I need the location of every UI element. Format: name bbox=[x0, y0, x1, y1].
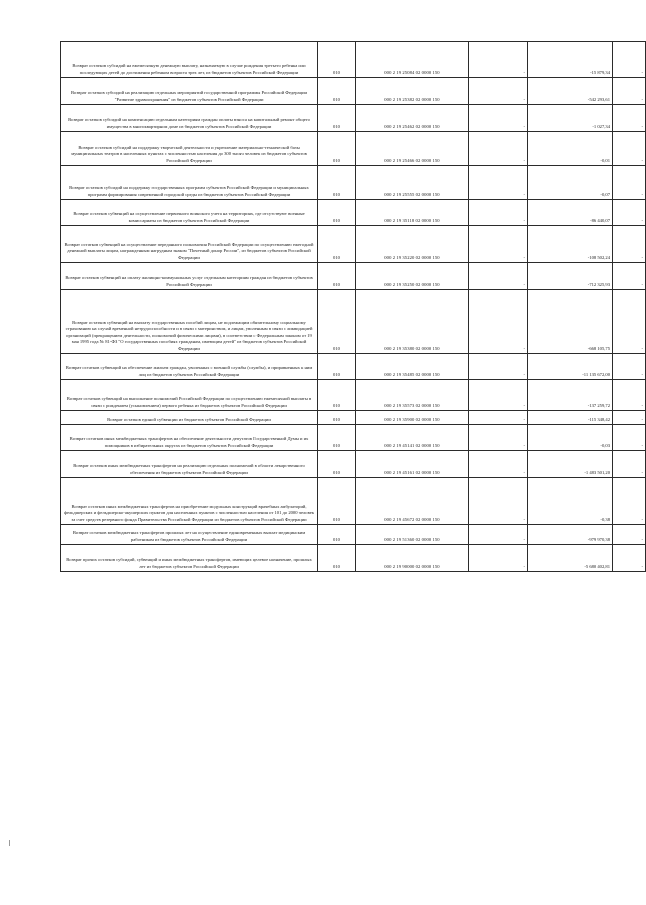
line-code: 010 bbox=[318, 78, 356, 105]
unexecuted-value: - bbox=[613, 525, 646, 545]
line-code: 010 bbox=[318, 200, 356, 226]
unexecuted-value: - bbox=[613, 425, 646, 451]
row-description: Возврат остатков субсидий на поддержку государственных программ субъектов Российской Федерации и муниципальных программ формирования современной городской среды из бюджетов субъектов Российской Федерации bbox=[61, 166, 318, 200]
unexecuted-value: - bbox=[613, 105, 646, 132]
executed-value: -712 325,93 bbox=[528, 263, 613, 290]
unexecuted-value: - bbox=[613, 411, 646, 425]
planned-value: - bbox=[469, 380, 528, 411]
executed-value: -0,38 bbox=[528, 478, 613, 525]
row-description: Возврат остатков субвенций на выплату государственных пособий лицам, не подлежащим обязательному социальному страхованию на случай временной нетрудоспособности и в связи с материнством, и лицам, уволенным в связи с ликвидацией организаций (прекращением деятельности, полномочий физическими лицами), в соответствии с Федеральным законом от 19 мая 1995 года № 81-ФЗ "О государственных пособиях гражданам, имеющим детей" из бюджетов субъектов Российской Федерации bbox=[61, 290, 318, 354]
row-description: Возврат остатков субвенций на осуществление первичного воинского учета на территориях, где отсутствуют военные комиссариаты из бюджетов субъектов Российской Федерации bbox=[61, 200, 318, 226]
row-description: Возврат остатков субвенций на осуществление переданного полномочия Российской Федерации по осуществлению ежегодной денежной выплаты лицам, награжденным нагрудным знаком "Почетный донор России", из бюджетов субъектов Российской Федерации bbox=[61, 226, 318, 263]
budget-classification-code: 000 2 19 45141 02 0000 150 bbox=[356, 425, 469, 451]
table-row bbox=[61, 263, 646, 290]
planned-value: - bbox=[469, 132, 528, 166]
table-row bbox=[61, 451, 646, 478]
row-description: Возврат прочих остатков субсидий, субвенций и иных межбюджетных трансфертов, имеющих целевое назначение, прошлых лет из бюджетов субъектов Российской Федерации bbox=[61, 545, 318, 572]
budget-classification-code: 000 2 19 35380 02 0000 150 bbox=[356, 290, 469, 354]
executed-value: -1 483 501,20 bbox=[528, 451, 613, 478]
planned-value: - bbox=[469, 290, 528, 354]
executed-value: -0,03 bbox=[528, 425, 613, 451]
budget-classification-code: 000 2 19 45672 02 0000 150 bbox=[356, 478, 469, 525]
budget-classification-code: 000 2 19 35118 02 0000 150 bbox=[356, 200, 469, 226]
planned-value: - bbox=[469, 166, 528, 200]
budget-classification-code: 000 2 19 35485 02 0000 150 bbox=[356, 354, 469, 380]
unexecuted-value: - bbox=[613, 132, 646, 166]
unexecuted-value: - bbox=[613, 545, 646, 572]
line-code: 010 bbox=[318, 380, 356, 411]
executed-value: -542 293,61 bbox=[528, 78, 613, 105]
line-code: 010 bbox=[318, 411, 356, 425]
line-code: 010 bbox=[318, 105, 356, 132]
row-description: Возврат остатков иных межбюджетных трансфертов на приобретение модульных конструкций врачебных амбулаторий, фельдшерских и фельдшерско-акушерских пунктов для населенных пунктов с численностью населения от 101 до 2000 человек за счет средств резервного фонда Правительства Российской Федерации из бюджетов субъектов Российской Федерации bbox=[61, 478, 318, 525]
row-description: Возврат остатков субвенций на обеспечение жильем граждан, уволенных с военной службы (службы), и приравненных к ним лиц из бюджетов субъектов Российской Федерации bbox=[61, 354, 318, 380]
table-row bbox=[61, 354, 646, 380]
executed-value: -15 879,34 bbox=[528, 42, 613, 78]
planned-value: - bbox=[469, 451, 528, 478]
unexecuted-value: - bbox=[613, 226, 646, 263]
unexecuted-value: - bbox=[613, 166, 646, 200]
planned-value: - bbox=[469, 263, 528, 290]
row-description: Возврат остатков иных межбюджетных трансфертов на реализацию отдельных полномочий в области лекарственного обеспечения из бюджетов субъектов Российской Федерации bbox=[61, 451, 318, 478]
row-description: Возврат остатков субсидий на ежемесячную денежную выплату, назначаемую в случае рождения третьего ребенка или последующих детей до достижения ребенком возраста трех лет, из бюджетов субъектов Российской Федерации bbox=[61, 42, 318, 78]
planned-value: - bbox=[469, 200, 528, 226]
line-code: 010 bbox=[318, 451, 356, 478]
budget-classification-code: 000 2 19 35573 02 0000 150 bbox=[356, 380, 469, 411]
row-description: Возврат остатков межбюджетных трансфертов прошлых лет на осуществление единовременных выплат медицинским работникам из бюджетов субъектов Российской Федерации bbox=[61, 525, 318, 545]
line-code: 010 bbox=[318, 290, 356, 354]
executed-value: -86 440,07 bbox=[528, 200, 613, 226]
line-code: 010 bbox=[318, 425, 356, 451]
executed-value: -5 680 402,81 bbox=[528, 545, 613, 572]
line-code: 010 bbox=[318, 42, 356, 78]
planned-value: - bbox=[469, 478, 528, 525]
budget-classification-code: 000 2 19 25466 02 0000 150 bbox=[356, 132, 469, 166]
table-row bbox=[61, 166, 646, 200]
executed-value: -979 970,38 bbox=[528, 525, 613, 545]
line-code: 010 bbox=[318, 525, 356, 545]
row-description: Возврат остатков субвенций на оплату жилищно-коммунальных услуг отдельным категориям граждан из бюджетов субъектов Российской Федерации bbox=[61, 263, 318, 290]
unexecuted-value: - bbox=[613, 263, 646, 290]
planned-value: - bbox=[469, 545, 528, 572]
budget-classification-code: 000 2 19 35220 02 0000 150 bbox=[356, 226, 469, 263]
planned-value: - bbox=[469, 42, 528, 78]
budget-classification-code: 000 2 19 25084 02 0000 150 bbox=[356, 42, 469, 78]
line-code: 010 bbox=[318, 545, 356, 572]
table-row bbox=[61, 290, 646, 354]
table-row bbox=[61, 425, 646, 451]
line-code: 010 bbox=[318, 263, 356, 290]
budget-returns-table bbox=[60, 41, 646, 572]
table-row bbox=[61, 226, 646, 263]
executed-value: -0,01 bbox=[528, 132, 613, 166]
line-code: 010 bbox=[318, 478, 356, 525]
row-description: Возврат остатков субсидий на компенсацию отдельным категориям граждан оплаты взноса на капитальный ремонт общего имущества в многоквартирном доме из бюджетов субъектов Российской Федерации bbox=[61, 105, 318, 132]
row-description: Возврат остатков субсидий на реализацию отдельных мероприятий государственной программы Российской Федерации "Развитие здравоохранения" из бюджетов субъектов Российской Федерации bbox=[61, 78, 318, 105]
executed-value: -11 135 672,00 bbox=[528, 354, 613, 380]
budget-classification-code: 000 2 19 25555 02 0000 150 bbox=[356, 166, 469, 200]
budget-classification-code: 000 2 19 51360 02 0000 150 bbox=[356, 525, 469, 545]
scan-mark bbox=[9, 840, 10, 846]
unexecuted-value: - bbox=[613, 478, 646, 525]
planned-value: - bbox=[469, 411, 528, 425]
planned-value: - bbox=[469, 525, 528, 545]
line-code: 010 bbox=[318, 226, 356, 263]
unexecuted-value: - bbox=[613, 451, 646, 478]
executed-value: -108 502,24 bbox=[528, 226, 613, 263]
line-code: 010 bbox=[318, 166, 356, 200]
row-description: Возврат остатков субвенций на выполнение полномочий Российской Федерации по осуществлению ежемесячной выплаты в связи с рождением (усыновлением) первого ребенка из бюджетов субъектов Российской Федерации bbox=[61, 380, 318, 411]
planned-value: - bbox=[469, 226, 528, 263]
unexecuted-value: - bbox=[613, 200, 646, 226]
executed-value: -0,07 bbox=[528, 166, 613, 200]
row-description: Возврат остатков иных межбюджетных трансфертов на обеспечение деятельности депутатов Государственной Думы и их помощников в избирательных округах из бюджетов субъектов Российской Федерации bbox=[61, 425, 318, 451]
unexecuted-value: - bbox=[613, 42, 646, 78]
table-row bbox=[61, 132, 646, 166]
unexecuted-value: - bbox=[613, 354, 646, 380]
table-row bbox=[61, 380, 646, 411]
planned-value: - bbox=[469, 354, 528, 380]
planned-value: - bbox=[469, 105, 528, 132]
row-description: Возврат остатков единой субвенции из бюджетов субъектов Российской Федерации bbox=[61, 411, 318, 425]
planned-value: - bbox=[469, 78, 528, 105]
executed-value: -137 259,72 bbox=[528, 380, 613, 411]
budget-report-page bbox=[60, 41, 643, 572]
budget-classification-code: 000 2 19 35250 02 0000 150 bbox=[356, 263, 469, 290]
executed-value: -115 348,42 bbox=[528, 411, 613, 425]
table-row bbox=[61, 545, 646, 572]
unexecuted-value: - bbox=[613, 78, 646, 105]
budget-classification-code: 000 2 19 45161 02 0000 150 bbox=[356, 451, 469, 478]
row-description: Возврат остатков субсидий на поддержку творческой деятельности и укрепление материально-технической базы муниципальных театров в населенных пунктах с численностью населения до 300 тысяч человек из бюджетов субъектов Российской Федерации bbox=[61, 132, 318, 166]
table-row bbox=[61, 411, 646, 425]
line-code: 010 bbox=[318, 132, 356, 166]
budget-classification-code: 000 2 19 35900 02 0000 150 bbox=[356, 411, 469, 425]
planned-value: - bbox=[469, 425, 528, 451]
table-row bbox=[61, 78, 646, 105]
executed-value: -1 027,34 bbox=[528, 105, 613, 132]
budget-classification-code: 000 2 19 25382 02 0000 150 bbox=[356, 78, 469, 105]
unexecuted-value: - bbox=[613, 380, 646, 411]
unexecuted-value: - bbox=[613, 290, 646, 354]
executed-value: -668 105,75 bbox=[528, 290, 613, 354]
budget-classification-code: 000 2 19 90000 02 0000 150 bbox=[356, 545, 469, 572]
table-row bbox=[61, 105, 646, 132]
table-row bbox=[61, 42, 646, 78]
table-row bbox=[61, 525, 646, 545]
budget-classification-code: 000 2 19 25462 02 0000 150 bbox=[356, 105, 469, 132]
line-code: 010 bbox=[318, 354, 356, 380]
table-row bbox=[61, 478, 646, 525]
table-row bbox=[61, 200, 646, 226]
